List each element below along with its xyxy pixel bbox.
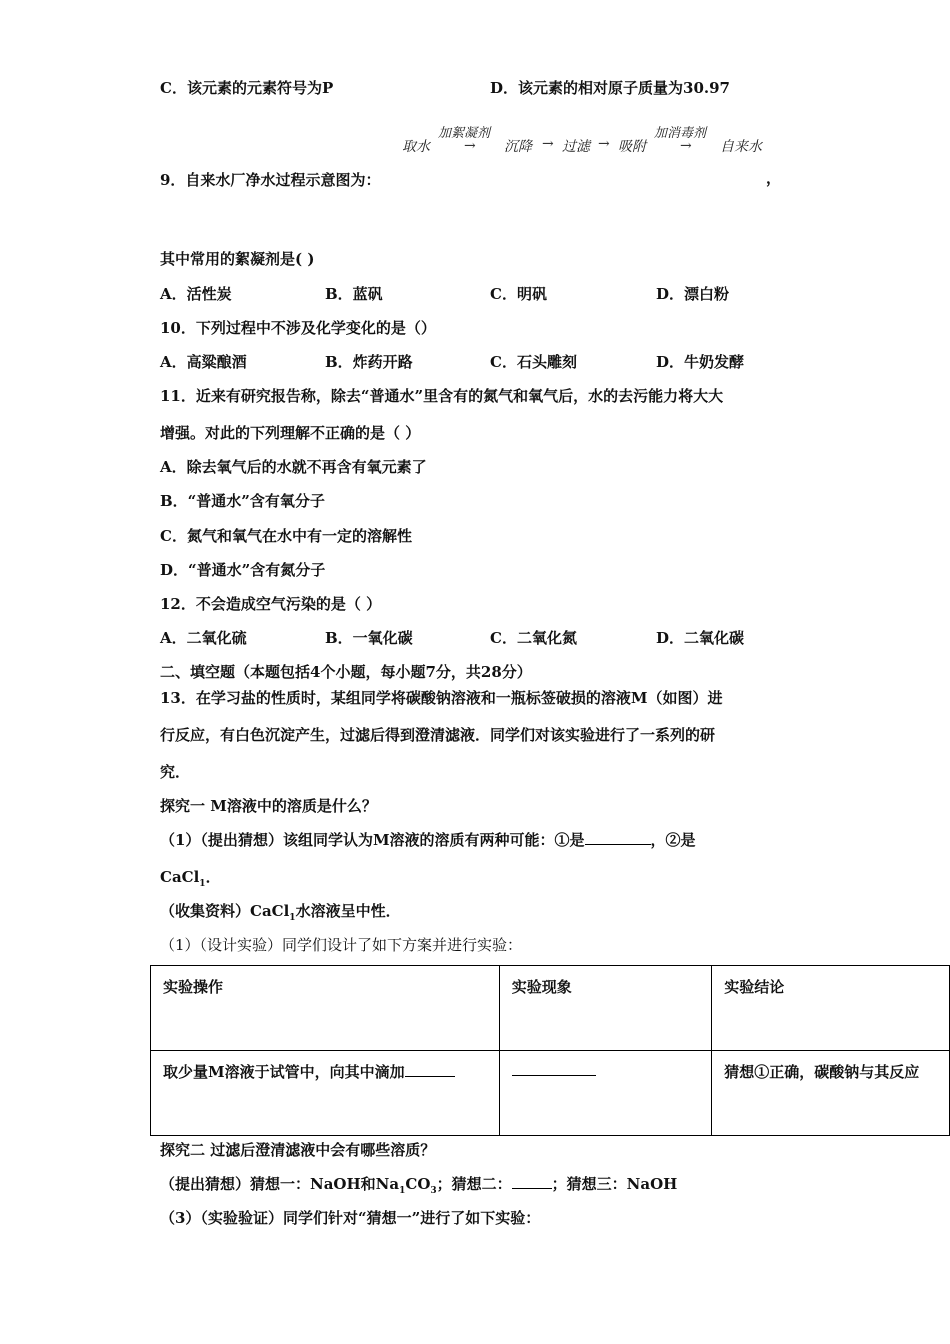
q9-option-d: D．漂白粉 [656, 285, 730, 303]
flow-step-intake: 取水 [402, 139, 430, 155]
q8-option-c: C．该元素的元素符号为P [160, 79, 334, 97]
formula-period: ． [205, 868, 221, 886]
q10-option-d: D．牛奶发酵 [656, 353, 745, 371]
flow-step-tap-water: 自来水 [720, 139, 762, 155]
operation-text: 取少量M溶液于试管中，向其中滴加 [163, 1063, 405, 1081]
flow-reagent-disinfectant: 加消毒剂 [654, 126, 707, 141]
q9-option-a: A．活性炭 [160, 285, 232, 303]
hypothesis-line [160, 830, 696, 850]
q11-stem-line1: 11．近来有研究报告称，除去“普通水”里含有的氮气和氧气后，水的去污能力将大大 [160, 387, 724, 405]
q11-stem-line2: 增强。对此的下列理解不正确的是（ ） [160, 424, 421, 442]
water-treatment-flow-diagram [402, 120, 782, 160]
flow-arrow: → [464, 138, 476, 154]
explore-one-heading: 探究一 M溶液中的溶质是什么？ [160, 797, 377, 815]
q10-stem: 10．下列过程中不涉及化学变化的是（） [160, 319, 436, 337]
formula-subscript: 1 [199, 879, 206, 889]
q13-stem-line3: 究． [160, 763, 191, 781]
q10-option-c: C．石头雕刻 [490, 353, 577, 371]
hypo2-text-2: CO [405, 1175, 431, 1193]
flow-step-filtration: 过滤 [562, 139, 590, 155]
flow-arrow: → [542, 136, 554, 152]
answer-blank[interactable] [585, 830, 651, 845]
cell-operation [151, 1051, 500, 1136]
q9-option-c: C．明矾 [490, 285, 547, 303]
hypo2-subscript-2: 3 [430, 1186, 437, 1196]
design-line: （1）（设计实验）同学们设计了如下方案并进行实验： [160, 936, 523, 954]
info-line [160, 901, 401, 928]
table-row [151, 1051, 950, 1136]
answer-blank[interactable] [512, 1061, 596, 1076]
q11-option-a: A．除去氧气后的水就不再含有氧元素了 [160, 458, 427, 476]
info-subscript: 1 [289, 913, 296, 923]
q12-option-b: B．一氧化碳 [325, 629, 413, 647]
header-operation: 实验操作 [151, 966, 500, 1051]
q9-comma: ， [766, 169, 782, 187]
q10-option-a: A．高粱酿酒 [160, 353, 247, 371]
q11-option-b: B．“普通水”含有氧分子 [160, 492, 325, 510]
info-text-2: 水溶液呈中性． [295, 902, 401, 920]
info-text: （收集资料）CaCl [160, 902, 290, 920]
q9-stem: 9．自来水厂净水过程示意图为： [160, 171, 381, 189]
verify-line [160, 1208, 540, 1228]
explore-two-heading: 探究二 过滤后澄清滤液中会有哪些溶质？ [160, 1141, 436, 1159]
answer-blank[interactable] [405, 1062, 455, 1077]
answer-blank[interactable] [512, 1174, 552, 1189]
hypothesis-two-line [160, 1174, 677, 1201]
q12-option-a: A．二氧化硫 [160, 629, 247, 647]
hypo2-text-4: ；猜想三：NaOH [551, 1175, 678, 1193]
cell-conclusion: 猜想①正确，碳酸钠与其反应 [712, 1051, 950, 1136]
cell-phenomenon [499, 1051, 712, 1136]
q13-stem-line1: 13．在学习盐的性质时，某组同学将碳酸钠溶液和一瓶标签破损的溶液M（如图）进 [160, 689, 723, 707]
hypothesis-text: （1）（提出猜想）该组同学认为M溶液的溶质有两种可能：①是 [160, 831, 585, 849]
experiment-table [150, 965, 950, 1136]
flow-reagent-flocculant: 加絮凝剂 [438, 126, 491, 141]
formula-text: CaCl [160, 868, 200, 886]
q13-stem-line2: 行反应，有白色沉淀产生，过滤后得到澄清滤液．同学们对该实验进行了一系列的研 [160, 726, 716, 744]
flow-arrow: → [598, 136, 610, 152]
header-phenomenon: 实验现象 [499, 966, 712, 1051]
hypo2-text: （提出猜想）猜想一：NaOH和Na [160, 1175, 400, 1193]
table-header-row [151, 966, 950, 1051]
q12-option-c: C．二氧化氮 [490, 629, 577, 647]
cacl-formula [160, 867, 221, 894]
flow-arrow: → [680, 138, 692, 154]
q11-option-d: D．“普通水”含有氮分子 [160, 561, 326, 579]
hypo2-subscript: 1 [399, 1186, 406, 1196]
flow-step-settling: 沉降 [504, 139, 532, 155]
section-heading: 二、填空题（本题包括4个小题，每小题7分，共28分） [160, 663, 532, 681]
q12-option-d: D．二氧化碳 [656, 629, 745, 647]
header-conclusion: 实验结论 [712, 966, 950, 1051]
q9-question: 其中常用的絮凝剂是( ) [160, 250, 315, 268]
hypothesis-text-2: ，②是 [650, 831, 696, 849]
q10-option-b: B．炸药开路 [325, 353, 413, 371]
q8-option-d: D．该元素的相对原子质量为30.97 [490, 79, 730, 97]
hypo2-text-3: ；猜想二： [436, 1175, 512, 1193]
flow-step-adsorption: 吸附 [618, 139, 646, 155]
q12-stem: 12．不会造成空气污染的是（ ） [160, 595, 382, 613]
q9-option-b: B．蓝矾 [325, 285, 383, 303]
verify-text: （3）（实验验证）同学们针对“猜想一”进行了如下实验： [160, 1209, 541, 1227]
q11-option-c: C．氮气和氧气在水中有一定的溶解性 [160, 527, 412, 545]
